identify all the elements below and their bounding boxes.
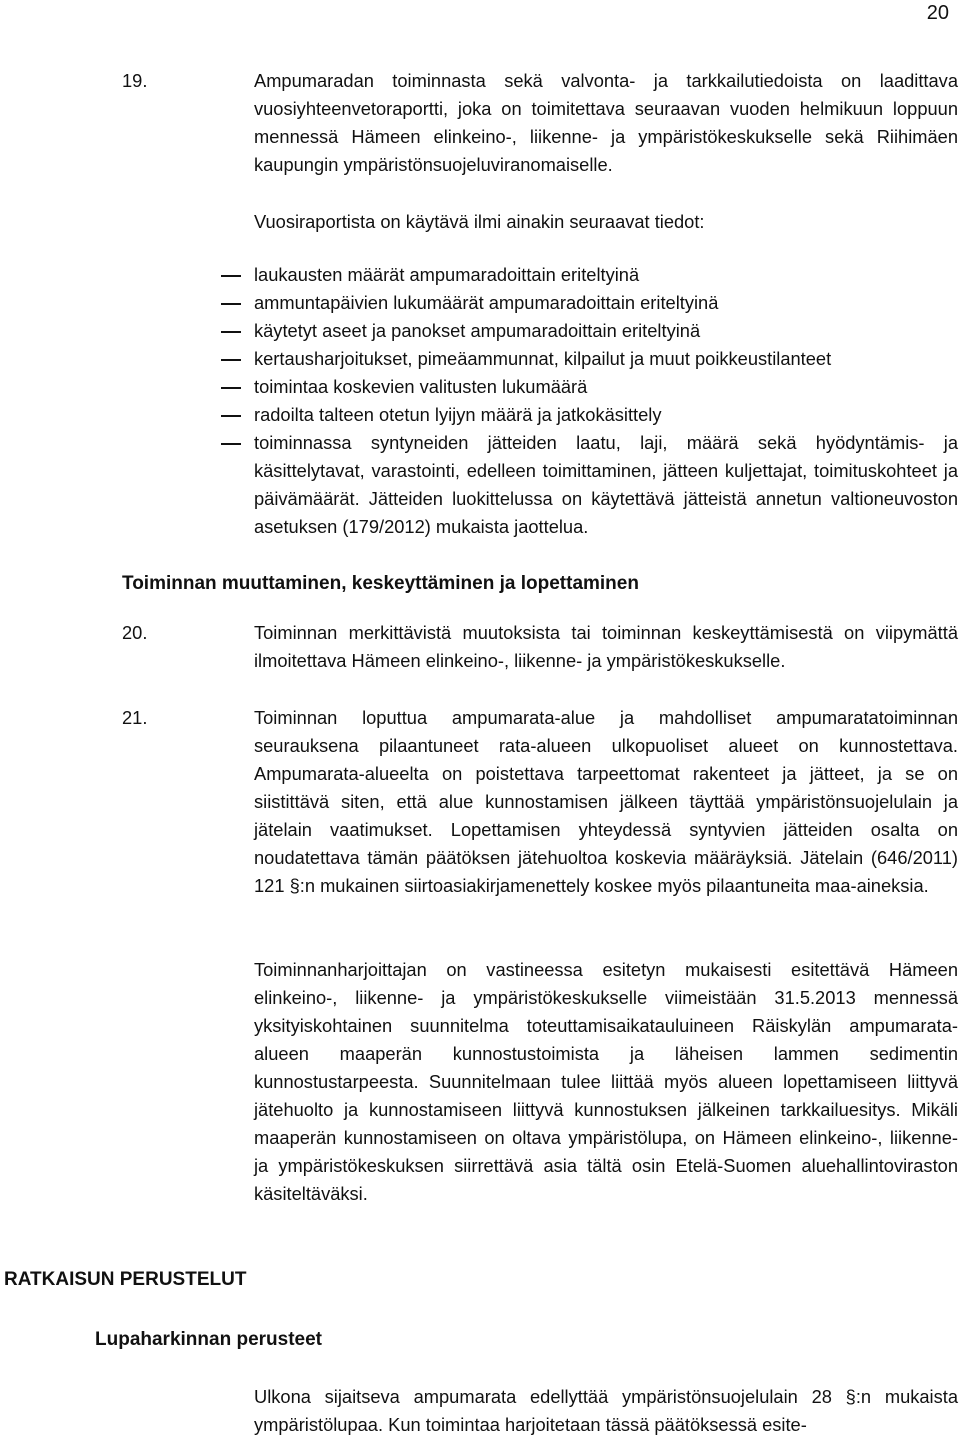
section-heading: Toiminnan muuttaminen, keskeyttäminen ja lopettaminen — [122, 573, 639, 594]
list-dash — [221, 443, 241, 445]
para-19-number: 19. — [122, 70, 148, 91]
para-20-text: Toiminnan merkittävistä muutoksista tai toiminnan keskeyttämisestä on viipymättä ilmoitettava Hämeen elinkeino-, liikenne- ja ympäristökeskukselle. — [254, 622, 958, 671]
closing-text: Ulkona sijaitseva ampumarata edellyttää ympäristönsuojelulain 28 §:n mukaista ympäristölupaa. Kun toimintaa harjoitetaan tässä päätöksessä esite- — [254, 1386, 958, 1435]
main-heading: RATKAISUN PERUSTELUT — [4, 1269, 247, 1290]
list-item: toiminnassa syntyneiden jätteiden laatu, laji, määrä sekä hyödyntämis- ja käsittelytavat, varastointi, edelleen toimittaminen, jätteen kuljettajat, toimituskohteet ja päivämäärät. Jätteiden luokittelussa on käytettävä jätteistä annetun valtioneuvoston asetuksen (179/2012) mukaista jaottelua. — [254, 432, 958, 537]
list-item: käytetyt aseet ja panokset ampumaradoittain eriteltyinä — [254, 320, 701, 341]
list-dash — [221, 415, 241, 417]
para-21-text-2: Toiminnanharjoittajan on vastineessa esitetyn mukaisesti esitettävä Hämeen elinkeino-, liikenne- ja ympäristökeskukselle viimeistään 31.5.2013 mennessä yksityiskohtainen suunnitelma toteuttamisaikatauluineen Räiskylän ampumarata-alueen maaperän kunnostustoimista ja läheisen lammen sedimentin kunnostustarpeesta. Suunnitelmaan tulee liittää myös alueen lopettamiseen liittyvä jätehuolto ja kunnostamiseen liittyvä kunnostuksen jälkeinen tarkkailuesitys. Mikäli maaperän kunnostamiseen on oltava ympäristölupa, on Hämeen elinkeino-, liikenne- ja ympäristökeskuksen siirrettävä asia tältä osin Etelä-Suomen aluehallintoviraston käsiteltäväksi. — [254, 959, 958, 1204]
para-21-text: Toiminnan loputtua ampumarata-alue ja mahdolliset ampumaratatoiminnan seurauksena pilaantuneet rata-alueen ulkopuoliset alueet on kunnostettava. Ampumarata-alueelta on poistettava tarpeettomat rakenteet ja jätteet, ja se on siistittävä siten, että alue kunnostamisen jälkeen täyttää ympäristönsuojelulain ja jätelain vaatimukset. Lopettamisen yhteydessä syntyvien jätteiden osalta on noudatettava tämän päätöksen jätehuoltoa koskevia määräyksiä. Jätelain (646/2011) 121 §:n mukainen siirtoasiakirjamenettely koskee myös pilaantuneita maa-aineksia. — [254, 707, 958, 896]
para-20-number: 20. — [122, 622, 148, 643]
list-item: ammuntapäivien lukumäärät ampumaradoittain eriteltyinä — [254, 292, 719, 313]
para-19-intro: Vuosiraportista on käytävä ilmi ainakin seuraavat tiedot: — [254, 211, 705, 232]
list-dash — [221, 275, 241, 277]
sub-heading: Lupaharkinnan perusteet — [95, 1329, 322, 1350]
list-dash — [221, 359, 241, 361]
page-number: 20 — [926, 2, 949, 24]
list-dash — [221, 387, 241, 389]
para-21-number: 21. — [122, 707, 148, 728]
list-item: toimintaa koskevien valitusten lukumäärä — [254, 376, 588, 397]
list-item: radoilta talteen otetun lyijyn määrä ja jatkokäsittely — [254, 404, 662, 425]
para-19-text: Ampumaradan toiminnasta sekä valvonta- ja tarkkailutiedoista on laadittava vuosiyhteenvetoraportti, joka on toimitettava seuraavan vuoden helmikuun loppuun mennessä Hämeen elinkeino-, liikenne- ja ympäristökeskukselle sekä Riihimäen kaupungin ympäristönsuojeluviranomaiselle. — [254, 70, 958, 175]
list-dash — [221, 303, 241, 305]
list-item: laukausten määrät ampumaradoittain eriteltyinä — [254, 264, 640, 285]
list-item: kertausharjoitukset, pimeäammunnat, kilpailut ja muut poikkeustilanteet — [254, 348, 832, 369]
list-dash — [221, 331, 241, 333]
